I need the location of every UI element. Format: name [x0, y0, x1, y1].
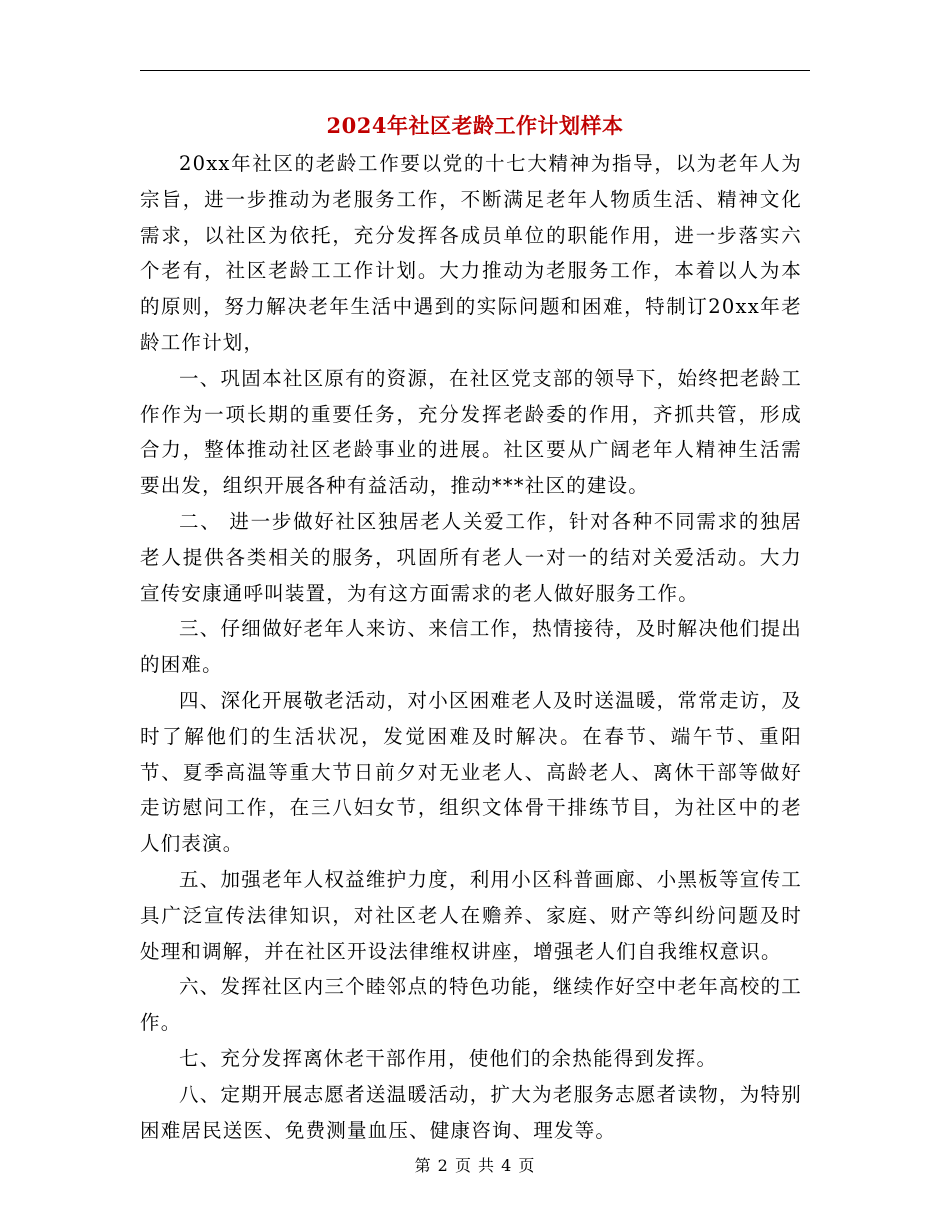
document-body [140, 146, 802, 1148]
page-number-footer: 第 2 页 共 4 页 [414, 1156, 536, 1175]
paragraph-item-1: 一、巩固本社区原有的资源，在社区党支部的领导下，始终把老龄工作作为一项长期的重要任务，充分发挥老龄委的作用，齐抓共管，形成合力，整体推动社区老龄事业的进展。社区要从广阔老年人精神生活需要出发，组织开展各种有益活动，推动***社区的建设。 [140, 366, 802, 498]
paragraph-item-3: 三、仔细做好老年人来访、来信工作，热情接待，及时解决他们提出的困难。 [140, 617, 802, 677]
paragraph-item-8: 八、定期开展志愿者送温暖活动，扩大为老服务志愿者读物，为特别困难居民送医、免费测量血压、健康咨询、理发等。 [140, 1082, 802, 1142]
paragraph-item-7: 七、充分发挥离休老干部作用，使他们的余热能得到发挥。 [179, 1046, 718, 1070]
paragraph-item-2: 二、 进一步做好社区独居老人关爱工作，针对各种不同需求的独居老人提供各类相关的服务，巩固所有老人一对一的结对关爱活动。大力宣传安康通呼叫装置，为有这方面需求的老人做好服务工作。 [140, 509, 802, 605]
paragraph-item-4: 四、深化开展敬老活动，对小区困难老人及时送温暖，常常走访，及时了解他们的生活状况，发觉困难及时解决。在春节、端午节、重阳节、夏季高温等重大节日前夕对无业老人、高龄老人、离休干部等做好走访慰问工作，在三八妇女节，组织文体骨干排练节目，为社区中的老人们表演。 [140, 688, 802, 856]
header-rule [140, 70, 810, 71]
intro-paragraph: 20xx年社区的老龄工作要以党的十七大精神为指导，以为老年人为宗旨，进一步推动为老服务工作，不断满足老年人物质生活、精神文化需求，以社区为依托，充分发挥各成员单位的职能作用，进一步落实六个老有，社区老龄工工作计划。大力推动为老服务工作，本着以人为本的原则，努力解决老年生活中遇到的实际问题和困难，特制订20xx年老龄工作计划， [140, 152, 802, 354]
paragraph-item-6: 六、发挥社区内三个睦邻点的特色功能，继续作好空中老年高校的工作。 [140, 975, 802, 1035]
document-title: 2024年社区老龄工作计划样本 [326, 113, 624, 138]
paragraph-item-5: 五、加强老年人权益维护力度，利用小区科普画廊、小黑板等宣传工具广泛宣传法律知识，对社区老人在赡养、家庭、财产等纠纷问题及时处理和调解，并在社区开设法律维权讲座，增强老人们自我维权意识。 [140, 867, 802, 963]
